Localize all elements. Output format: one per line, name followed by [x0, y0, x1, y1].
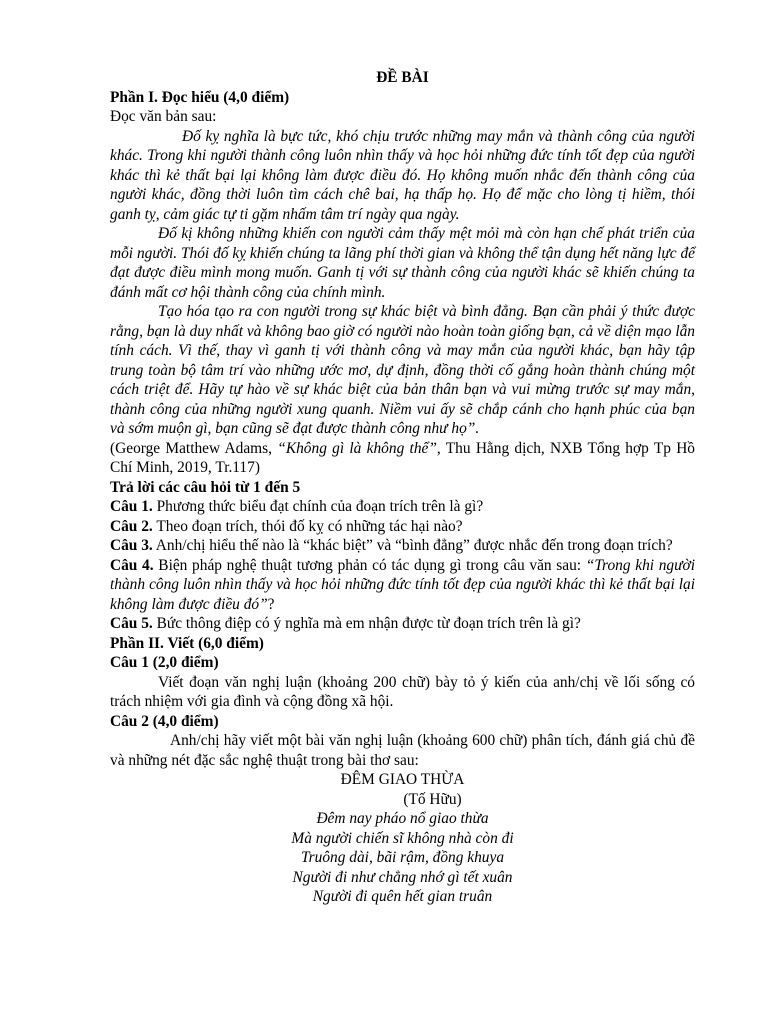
question-text: Phương thức biểu đạt chính của đoạn trích trên là gì?	[152, 498, 484, 515]
poem	[110, 770, 695, 907]
question-4	[110, 556, 695, 615]
document-page	[110, 68, 695, 907]
question-label: Câu 4.	[110, 556, 154, 574]
part2-heading: Phần II. Viết (6,0 điểm)	[110, 634, 264, 652]
question-1	[110, 497, 695, 517]
passage-paragraph-1: Đố kỵ nghĩa là bực tức, khó chịu trước những may mắn và thành công của người khác. Trong khi người thành công luôn nhìn thấy và học hỏi những đức tính tốt đẹp của người khác thì kẻ thất bại lại không làm được điều đó. Họ không muốn nhắc đến thành công của người khác, đồng thời luôn tìm cách chê bai, hạ thấp họ. Họ để mặc cho lòng tị hiềm, thói ganh tỵ, cảm giác tự ti gặm nhấm tâm trí ngày qua ngày.	[110, 127, 695, 223]
poem-title: ĐÊM GIAO THỪA	[340, 771, 465, 788]
page-title: ĐỀ BÀI	[376, 69, 429, 86]
writing-2-text: Anh/chị hãy viết một bài văn nghị luận (khoảng 600 chữ) phân tích, đánh giá chủ đề và những nét đặc sắc nghệ thuật trong bài thơ sau:	[110, 732, 695, 769]
writing-1-heading: Câu 1 (2,0 điểm)	[110, 654, 219, 671]
question-label: Câu 2.	[110, 517, 153, 535]
writing-1-text: Viết đoạn văn nghị luận (khoảng 200 chữ) bày tỏ ý kiến của anh/chị về lối sống có trách nhiệm với gia đình và cộng đồng xã hội.	[110, 673, 695, 710]
passage-paragraph-2: Đố kị không những khiến con người cảm thấy mệt mỏi mà còn hạn chế phát triển của mỗi người. Thói đố kỵ khiến chúng ta lãng phí thời gian và không thể tận dụng hết năng lực để đạt được điều mình mong muốn. Ganh tị với sự thành công của người khác sẽ khiến chúng ta đánh mất cơ hội thành công của chính mình.	[110, 225, 695, 301]
question-label: Câu 5.	[110, 615, 153, 632]
question-2	[110, 517, 695, 537]
poem-line: Đêm nay pháo nổ giao thừa	[316, 810, 489, 827]
reading-intro: Đọc văn bản sau:	[110, 108, 217, 125]
poem-author: (Tố Hữu)	[403, 790, 462, 808]
source-book-title: “Không gì là không thể”	[277, 439, 437, 457]
poem-line: Người đi quên hết gian truân	[312, 888, 493, 905]
question-label: Câu 3.	[110, 537, 153, 554]
passage-paragraph-3: Tạo hóa tạo ra con người trong sự khác biệt và bình đẳng. Bạn cần phải ý thức được rằng, bạn là duy nhất và không bao giờ có người nào hoàn toàn giống bạn, cả về diện mạo lẫn tính cách. Vì thế, thay vì ganh tị với thành công và may mắn của người khác, bạn hãy tập trung toàn bộ tâm trí vào những ước mơ, dự định, đồng thời cố gắng hoàn thành chúng một cách triệt để. Hãy tự hào về sự khác biệt của bản thân bạn và vui mừng trước sự may mắn, thành công của những người xung quanh. Niềm vui ấy sẽ chắp cánh cho hạnh phúc của bạn và sớm muộn gì, bạn cũng sẽ đạt được thành công như họ”.	[110, 303, 695, 437]
question-3	[110, 536, 695, 556]
question-quote: “Trong khi người thành công luôn nhìn thấy và học hỏi những đức tính tốt đẹp của người khác thì kẻ thất bại lại không làm được điều đó”	[110, 556, 696, 613]
source-prefix: (George Matthew Adams,	[110, 439, 278, 457]
question-tail: ?	[267, 595, 275, 613]
question-label: Câu 1.	[110, 498, 153, 515]
passage-source	[110, 439, 695, 478]
question-text: Anh/chị hiểu thế nào là “khác biệt” và “bình đẳng” được nhắc đến trong đoạn trích?	[152, 537, 673, 554]
question-text: Biện pháp nghệ thuật tương phản có tác dụng gì trong câu văn sau:	[153, 556, 586, 574]
poem-line: Người đi như chẳng nhớ gì tết xuân	[292, 868, 513, 886]
question-text: Bức thông điệp có ý nghĩa mà em nhận được từ đoạn trích trên là gì?	[152, 615, 581, 632]
answer-heading: Trả lời các câu hỏi từ 1 đến 5	[110, 478, 301, 496]
question-text: Theo đoạn trích, thói đố kỵ có những tác hại nào?	[152, 517, 463, 535]
part1-heading: Phần I. Đọc hiểu (4,0 điểm)	[110, 88, 290, 106]
question-5	[110, 614, 695, 634]
writing-2-heading: Câu 2 (4,0 điểm)	[110, 712, 219, 730]
poem-line: Truông dài, bãi rậm, đồng khuya	[300, 849, 505, 866]
poem-line: Mà người chiến sĩ không nhà còn đi	[291, 829, 514, 847]
source-suffix: , Thu Hằng dịch, NXB Tổng hợp Tp Hồ Chí Minh, 2019, Tr.117)	[110, 439, 695, 476]
